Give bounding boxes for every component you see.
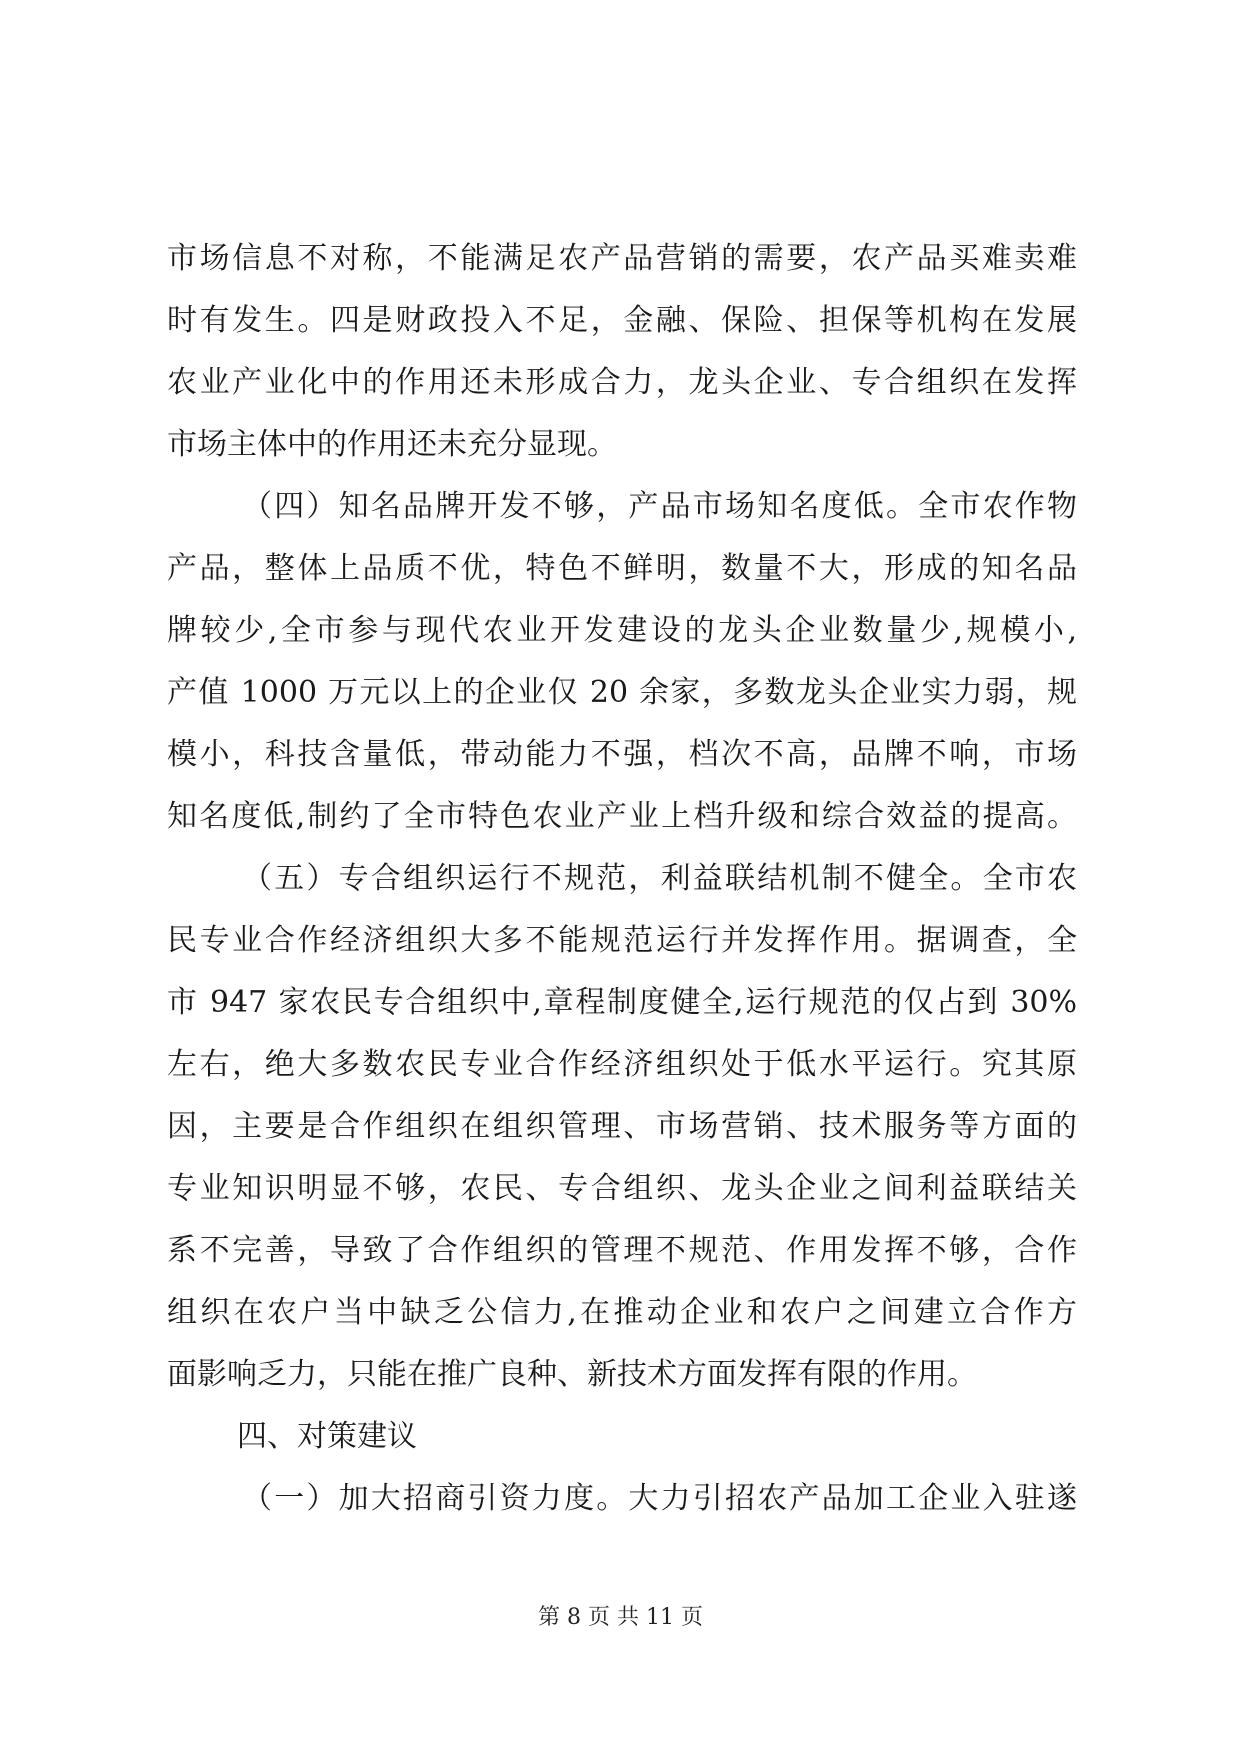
- paragraph-heading-five: （五）专合组织运行不规范，利益联结机制不健全。全市农: [242, 861, 1077, 896]
- text-line: 市场主体中的作用还未充分显现。: [167, 427, 617, 462]
- text-line: 时有发生。四是财政投入不足，金融、保险、担保等机构在发展: [167, 303, 1077, 338]
- text-line: 产品，整体上品质不优，特色不鲜明，数量不大，形成的知名品: [167, 551, 1077, 586]
- text-line: 市 947 家农民专合组织中,章程制度健全,运行规范的仅占到 30%: [167, 985, 1077, 1020]
- text-line: 民专业合作经济组织大多不能规范运行并发挥作用。据调查，全: [167, 923, 1077, 958]
- text-line: 牌较少,全市参与现代农业开发建设的龙头企业数量少,规模小,: [167, 613, 1077, 648]
- text-line: 左右，绝大多数农民专业合作经济组织处于低水平运行。究其原: [167, 1047, 1077, 1082]
- text-line: 专业知识明显不够，农民、专合组织、龙头企业之间利益联结关: [167, 1171, 1077, 1206]
- text-line: 产值 1000 万元以上的企业仅 20 余家，多数龙头企业实力弱，规: [167, 675, 1077, 710]
- text-line: 农业产业化中的作用还未形成合力，龙头企业、专合组织在发挥: [167, 365, 1077, 400]
- text-line: 面影响乏力，只能在推广良种、新技术方面发挥有限的作用。: [167, 1357, 977, 1392]
- text-line: 因，主要是合作组织在组织管理、市场营销、技术服务等方面的: [167, 1109, 1077, 1144]
- text-line: 市场信息不对称，不能满足农产品营销的需要，农产品买难卖难: [167, 241, 1077, 276]
- text-line: 组织在农户当中缺乏公信力,在推动企业和农户之间建立合作方: [167, 1295, 1077, 1330]
- page-number-footer: 第 8 页 共 11 页: [538, 1605, 703, 1630]
- text-line: 知名度低,制约了全市特色农业产业上档升级和综合效益的提高。: [167, 799, 1077, 834]
- text-line: 模小，科技含量低，带动能力不强，档次不高，品牌不响，市场: [167, 737, 1077, 772]
- section-heading: 四、对策建议: [237, 1419, 417, 1454]
- paragraph-heading-four: （四）知名品牌开发不够，产品市场知名度低。全市农作物: [242, 489, 1077, 524]
- paragraph-heading-one: （一）加大招商引资力度。大力引招农产品加工企业入驻遂: [242, 1481, 1077, 1516]
- text-line: 系不完善，导致了合作组织的管理不规范、作用发挥不够，合作: [167, 1233, 1077, 1268]
- document-body: [167, 228, 1077, 1530]
